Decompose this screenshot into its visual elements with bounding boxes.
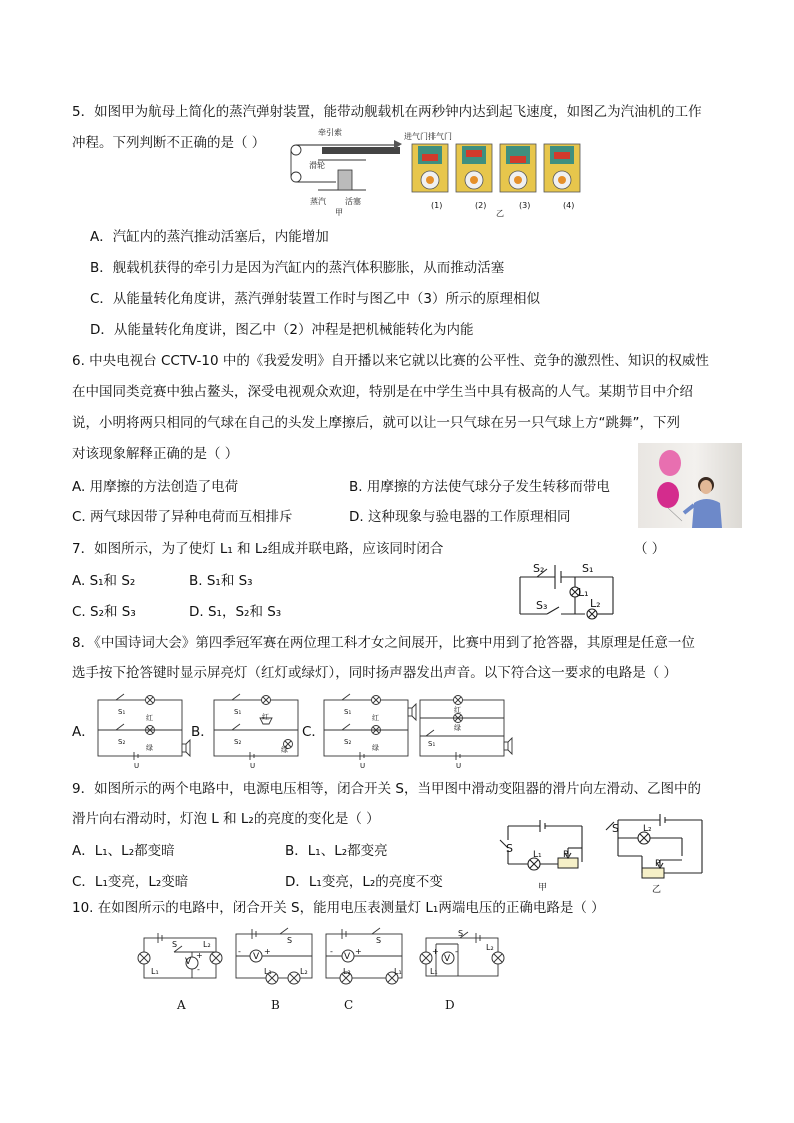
q5-option-d[interactable]: D．从能量转化角度讲，图乙中（2）冲程是把机械能转化为内能 <box>90 322 474 338</box>
label-n3: (3) <box>519 201 531 210</box>
q8a-s2: S₂ <box>118 738 126 746</box>
q10c-l1: L₁ <box>394 967 402 976</box>
q7-option-d[interactable]: D. S₁，S₂和 S₃ <box>189 604 282 620</box>
label-zhengqi: 蒸汽 <box>310 197 326 206</box>
q9-option-b[interactable]: B．L₁、L₂都变亮 <box>285 843 388 859</box>
q7-option-a[interactable]: A. S₁和 S₂ <box>72 573 136 589</box>
q9-option-d[interactable]: D．L₁变亮，L₂的亮度不变 <box>285 874 443 890</box>
q8-stem-line2: 选手按下抢答键时显示屏亮灯（红灯或绿灯），同时扬声器发出声音。以下符合这一要求的电路是（ ） <box>72 665 678 681</box>
q9a-jia: 甲 <box>538 883 548 893</box>
q10-caption-d[interactable]: D <box>445 998 455 1012</box>
label-paiqimen: 排气门 <box>428 132 452 141</box>
q8-label-a[interactable]: A． <box>72 724 95 740</box>
q7-label-s3: S₃ <box>536 599 548 612</box>
q10d-plus: + <box>432 947 439 956</box>
q10-caption-b[interactable]: B <box>271 998 280 1012</box>
q7-option-c[interactable]: C. S₂和 S₃ <box>72 604 136 620</box>
q10c-minus: - <box>330 947 333 956</box>
q5-option-c[interactable]: C．从能量转化角度讲，蒸汽弹射装置工作时与图乙中（3）所示的原理相似 <box>90 291 541 307</box>
q8d-s1: S₁ <box>428 740 436 748</box>
q10c-plus: + <box>355 947 362 956</box>
q10c-v: V <box>344 952 351 962</box>
q7-label-s2: S₂ <box>533 562 545 575</box>
q8d-hong: 红 <box>454 706 461 714</box>
label-jia: 甲 <box>335 208 343 217</box>
q9-stem-line1: 9．如图所示的两个电路中，电源电压相等，闭合开关 S，当甲图中滑动变阻器的滑片向左滑动、乙图中的 <box>72 781 701 797</box>
q7-label-s1: S₁ <box>582 562 594 575</box>
q7-stem: 7．如图所示，为了使灯 L₁ 和 L₂组成并联电路，应该同时闭合 <box>72 541 444 557</box>
q10d-minus: - <box>455 947 458 956</box>
q8b-s2: S₂ <box>234 738 242 746</box>
q8-label-b[interactable]: B． <box>191 724 214 740</box>
q6-option-d[interactable]: D. 这种现象与验电器的工作原理相同 <box>349 509 571 525</box>
q8b-hong: 红 <box>262 713 269 721</box>
q7-label-l2: L₂ <box>590 597 601 610</box>
label-n2: (2) <box>475 201 487 210</box>
q8c-s2: S₂ <box>344 738 352 746</box>
label-huolun: 滑轮 <box>309 161 325 170</box>
q5-option-b[interactable]: B．舰载机获得的牵引力是因为汽缸内的蒸汽体积膨胀，从而推动活塞 <box>90 260 505 276</box>
q10b-l2: L₂ <box>300 967 308 976</box>
q9a-s: S <box>506 842 513 855</box>
q8d-lv: 绿 <box>454 724 461 732</box>
q8c-s1: S₁ <box>344 708 352 716</box>
q9b-p: P <box>655 859 661 869</box>
q10c-s: S <box>376 936 382 945</box>
q10a-v: V <box>185 957 192 967</box>
q6-stem-line1: 6. 中央电视台 CCTV-10 中的《我爱发明》自开播以来它就以比赛的公平性、竞争的激烈性、知识的权威性 <box>72 353 709 369</box>
label-n1: (1) <box>431 201 443 210</box>
q5-option-a[interactable]: A．汽缸内的蒸汽推动活塞后，内能增加 <box>90 229 329 245</box>
balloon-photo <box>638 443 742 528</box>
q10b-minus: - <box>238 947 241 956</box>
label-huosai: 活塞 <box>345 197 361 206</box>
q10b-v: V <box>253 952 260 962</box>
q6-option-c[interactable]: C. 两气球因带了异种电荷而互相排斥 <box>72 509 293 525</box>
q6-stem-line3: 说，小明将两只相同的气球在自己的头发上摩擦后，就可以让一只气球在另一只气球上方“跳舞”，下列 <box>72 415 680 431</box>
q5-stem-line2: 冲程。下列判断不正确的是（ ） <box>72 135 266 151</box>
q10d-s: S <box>458 929 464 938</box>
q6-stem-line2: 在中国同类竞赛中独占鳌头，深受电视观众欢迎，特别是在中学生当中具有极高的人气。某期节目中介绍 <box>72 384 693 400</box>
q9a-p: P <box>563 850 569 860</box>
q8-stem-line1: 8．《中国诗词大会》第四季冠军赛在两位理工科才女之间展开，比赛中用到了抢答器，其原理是任意一位 <box>72 635 695 651</box>
q6-option-a[interactable]: A. 用摩擦的方法创造了电荷 <box>72 479 239 495</box>
q10a-minus: - <box>197 965 200 974</box>
q10a-plus: + <box>196 951 203 960</box>
q6-option-b[interactable]: B. 用摩擦的方法使气球分子发生转移而带电 <box>349 479 610 495</box>
q9-stem-line2: 滑片向右滑动时，灯泡 L 和 L₂的亮度的变化是（ ） <box>72 811 380 827</box>
q10b-l1: L₁ <box>264 967 272 976</box>
q10d-v: V <box>444 954 451 964</box>
q7-answer-paren: （ ） <box>634 541 666 557</box>
q10c-l2: L₂ <box>343 967 351 976</box>
q7-option-b[interactable]: B. S₁和 S₃ <box>189 573 253 589</box>
q10-caption-a[interactable]: A <box>177 998 186 1012</box>
q8a-u: U <box>134 762 140 770</box>
q7-label-l1: L₁ <box>578 586 589 599</box>
q8c-lv: 绿 <box>372 744 379 752</box>
q9b-yi: 乙 <box>652 885 662 895</box>
q8c-hong: 红 <box>372 714 379 722</box>
q10d-l1: L₁ <box>430 967 438 976</box>
q8b-lv: 绿 <box>281 746 288 754</box>
q10-stem: 10. 在如图所示的电路中，闭合开关 S，能用电压表测量灯 L₁两端电压的正确电路是（ ） <box>72 900 605 916</box>
q9a-l1: L₁ <box>533 850 542 860</box>
label-jinqimen: 进气门 <box>404 132 428 141</box>
q8-label-c[interactable]: C． <box>302 724 325 740</box>
q10b-plus: + <box>264 947 271 956</box>
label-n4: (4) <box>563 201 575 210</box>
q10d-l2: L₂ <box>486 943 494 952</box>
q10a-l1: L₁ <box>151 967 159 976</box>
q10a-s: S <box>172 940 178 949</box>
q5-stem-line1: 5．如图甲为航母上简化的蒸汽弹射装置，能带动舰载机在两秒钟内达到起飞速度，如图乙为汽油机的工作 <box>72 104 702 120</box>
q8a-lv: 绿 <box>146 744 153 752</box>
q8d-u: U <box>456 762 462 770</box>
q9b-s: S <box>612 822 619 835</box>
q10b-s: S <box>287 936 293 945</box>
q8b-u: U <box>250 762 256 770</box>
q8a-hong: 红 <box>146 714 153 722</box>
label-qianyinsuo: 牵引索 <box>318 128 342 137</box>
q9-option-c[interactable]: C．L₁变亮，L₂变暗 <box>72 874 189 890</box>
q8a-s1: S₁ <box>118 708 126 716</box>
q6-stem-line4: 对该现象解释正确的是（ ） <box>72 446 239 462</box>
q8c-u: U <box>360 762 366 770</box>
label-yi: 乙 <box>496 209 504 218</box>
q9-option-a[interactable]: A．L₁、L₂都变暗 <box>72 843 175 859</box>
q8b-s1: S₁ <box>234 708 242 716</box>
q10a-l2: L₂ <box>203 940 211 949</box>
q9b-l2: L₂ <box>643 824 652 834</box>
q10-caption-c[interactable]: C <box>344 998 354 1012</box>
